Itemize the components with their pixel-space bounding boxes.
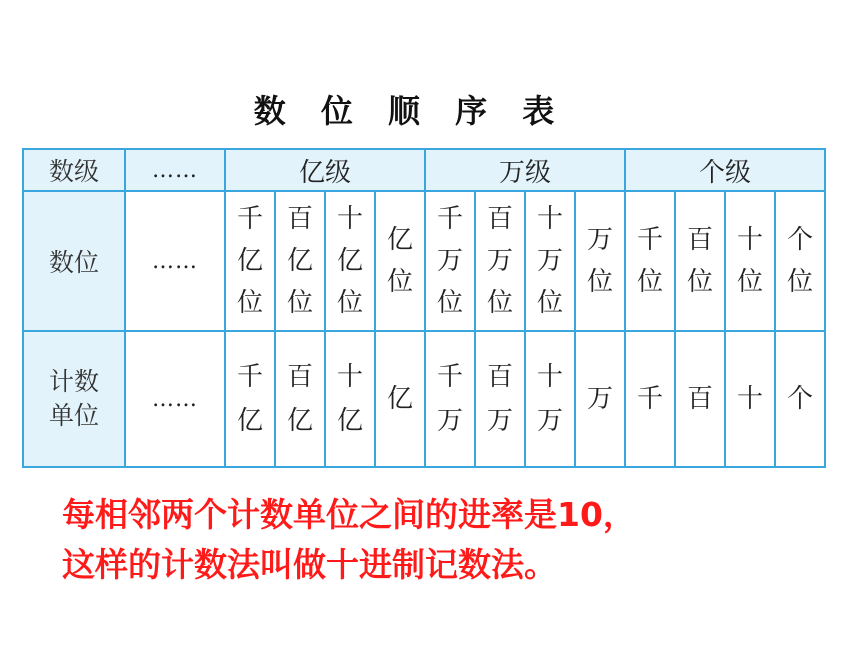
place-char: 千 — [236, 204, 263, 234]
place-text — [387, 219, 413, 303]
row-label-unit-line2: 单位 — [48, 401, 99, 430]
place-char: 位 — [286, 288, 313, 318]
unit-cell — [525, 331, 575, 467]
place-cell — [575, 191, 625, 331]
unit-char: 亿 — [286, 406, 313, 436]
unit-text — [337, 355, 363, 443]
unit-char: 亿 — [336, 406, 363, 436]
unit-text — [437, 355, 463, 443]
unit-char: 百 — [687, 384, 714, 414]
place-text — [287, 198, 313, 324]
place-text — [337, 198, 363, 324]
unit-cell — [275, 331, 325, 467]
unit-cell — [325, 331, 375, 467]
row-label-level: 数级 — [23, 149, 125, 191]
unit-text — [687, 377, 713, 421]
unit-text — [737, 377, 763, 421]
place-char: 位 — [387, 267, 414, 297]
place-cell — [675, 191, 725, 331]
place-cell — [725, 191, 775, 331]
place-cell — [375, 191, 425, 331]
unit-char: 十 — [737, 384, 764, 414]
decimal-system-statement — [62, 490, 842, 590]
row-label-place: 数位 — [23, 191, 125, 331]
row-label-unit — [23, 331, 125, 467]
unit-text — [787, 377, 813, 421]
place-cell — [525, 191, 575, 331]
statement-line-2: 这样的计数法叫做十进制记数法。 — [62, 545, 557, 584]
place-text — [437, 198, 463, 324]
row-label-unit-line1: 计数 — [48, 367, 99, 396]
unit-text — [237, 355, 263, 443]
unit-text — [537, 355, 563, 443]
place-char: 万 — [487, 246, 514, 276]
place-char: 位 — [537, 288, 564, 318]
unit-char: 个 — [787, 384, 814, 414]
place-char: 位 — [336, 288, 363, 318]
unit-text — [387, 377, 413, 421]
level-wan: 万级 — [425, 149, 625, 191]
unit-char: 十 — [537, 362, 564, 392]
place-char: 千 — [637, 225, 664, 255]
place-char: 百 — [286, 204, 313, 234]
place-text — [637, 219, 663, 303]
unit-cell — [375, 331, 425, 467]
place-cell — [475, 191, 525, 331]
place-text — [237, 198, 263, 324]
place-char: 亿 — [286, 246, 313, 276]
place-text — [537, 198, 563, 324]
place-char: 亿 — [336, 246, 363, 276]
place-char: 位 — [487, 288, 514, 318]
unit-char: 亿 — [236, 406, 263, 436]
place-char: 万 — [537, 246, 564, 276]
ellipsis-cell: …… — [125, 149, 225, 191]
statement-line-1: 每相邻两个计数单位之间的进率是10， — [62, 495, 636, 534]
unit-char: 万 — [537, 406, 564, 436]
place-char: 百 — [687, 225, 714, 255]
level-ge: 个级 — [625, 149, 825, 191]
place-text — [787, 219, 813, 303]
unit-cell — [475, 331, 525, 467]
place-char: 十 — [537, 204, 564, 234]
place-cell — [275, 191, 325, 331]
place-char: 位 — [437, 288, 464, 318]
unit-text — [637, 377, 663, 421]
place-char: 十 — [336, 204, 363, 234]
place-char: 位 — [737, 267, 764, 297]
unit-char: 万 — [487, 406, 514, 436]
place-cell — [425, 191, 475, 331]
place-char: 亿 — [236, 246, 263, 276]
place-text — [687, 219, 713, 303]
place-char: 位 — [637, 267, 664, 297]
unit-char: 万 — [587, 384, 614, 414]
unit-char: 千 — [437, 362, 464, 392]
level-row — [23, 149, 825, 191]
unit-cell — [425, 331, 475, 467]
unit-char: 百 — [286, 362, 313, 392]
unit-text — [287, 355, 313, 443]
place-cell — [625, 191, 675, 331]
unit-text — [587, 377, 613, 421]
unit-char: 万 — [437, 406, 464, 436]
place-char: 十 — [737, 225, 764, 255]
unit-char: 千 — [637, 384, 664, 414]
place-cell — [225, 191, 275, 331]
place-char: 位 — [687, 267, 714, 297]
unit-cell — [575, 331, 625, 467]
page-title: 数 位 顺 序 表 — [253, 92, 567, 130]
ellipsis-cell: …… — [125, 191, 225, 331]
unit-char: 千 — [236, 362, 263, 392]
place-char: 位 — [787, 267, 814, 297]
ellipsis-cell: …… — [125, 331, 225, 467]
place-cell — [775, 191, 825, 331]
place-char: 万 — [587, 225, 614, 255]
place-char: 位 — [236, 288, 263, 318]
unit-text — [487, 355, 513, 443]
unit-char: 十 — [336, 362, 363, 392]
place-char: 个 — [787, 225, 814, 255]
unit-cell — [675, 331, 725, 467]
place-char: 亿 — [387, 225, 414, 255]
unit-cell — [225, 331, 275, 467]
level-yi: 亿级 — [225, 149, 425, 191]
place-char: 百 — [487, 204, 514, 234]
place-char: 千 — [437, 204, 464, 234]
place-char: 万 — [437, 246, 464, 276]
unit-cell — [725, 331, 775, 467]
place-text — [587, 219, 613, 303]
place-text — [487, 198, 513, 324]
place-char: 位 — [587, 267, 614, 297]
place-value-table — [22, 148, 826, 468]
unit-char: 百 — [487, 362, 514, 392]
place-row — [23, 191, 825, 331]
place-cell — [325, 191, 375, 331]
unit-cell — [775, 331, 825, 467]
unit-cell — [625, 331, 675, 467]
place-text — [737, 219, 763, 303]
unit-row — [23, 331, 825, 467]
unit-char: 亿 — [387, 384, 414, 414]
